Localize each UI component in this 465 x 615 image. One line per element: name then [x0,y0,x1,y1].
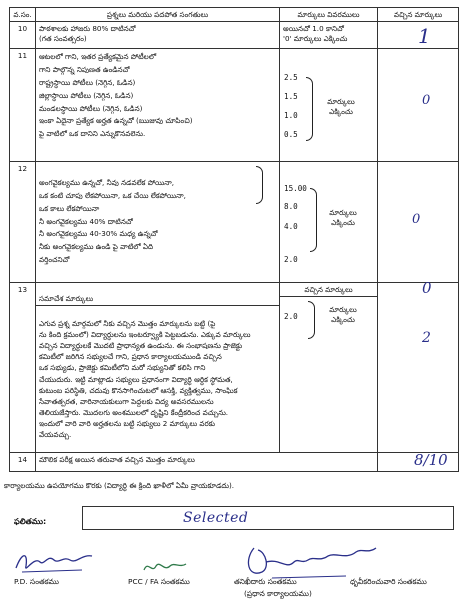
table-row [10,282,459,452]
pd-signature-label: P.D. సంతకము [14,577,59,586]
mark-value: 15.00 [284,184,307,194]
obtained-cell [378,278,459,452]
mark-value: 2.0 [284,255,298,265]
question-text: ఆటలలో గాని, ఇతర ప్రత్యేకమైన పోటీలలో గాని పాల్గొన్న నిపుణత ఉండినచో రాష్ట్రస్థాయి పోటీలు (నెగ్గిన, ఓడిన) జిల్లాస్థాయి పోటీలు (నెగ్గిన, ఓడిన) మండలస్థాయి పోటీలు (నెగ్గిన, ఓడిన) ఇంకా ఏదైనా ప్రత్యేక అర్హత ఉన్నచో (ఋజువు చూపించి) పై వాటిలో ఒక దానిని ఎన్నుకొనవలెను. [36,49,280,162]
form-sheet [9,7,458,472]
table-row [10,22,459,49]
handwritten-mark: 1 [418,24,431,49]
question-text: పాఠశాలకు హాజరు 80% దాటినచో (గత సంవత్సరం) [36,22,280,49]
table-row [10,452,459,471]
mark-value: 1.0 [284,111,298,121]
question-body: అంగవైకల్యము ఉన్నచో, నీవు నడవలేక పోయినా, ఒక కంటి చూపు లేకపోయినా, ఒక చేయి లేకపోయినా, ఒక కాలు లేకపోయినా నీ అంగవైకల్యము 40% దాటినచో నీ అంగవైకల్యము 40-30% మధ్య ఉన్నచో నీకు అంగవైకల్యము ఉండి పై వాటిలో ఏది వర్తించనిచో [39,178,186,265]
chairman-signature-label: ధృవీకరించువారి సంతకము [350,577,427,586]
obtained-cell [378,162,459,282]
question-text [36,282,280,452]
mark-value: 2.0 [284,311,298,321]
marks-details [280,162,378,282]
brace-icon [256,166,263,204]
brace-icon [310,188,317,252]
row-number: 14 [10,452,36,471]
office-use-note: కార్యాలయము ఉపయోగము కొరకు (విద్యార్థి ఈ క్రింది ఖాళీలో ఏమీ వ్రాయకూడదు). [4,481,235,490]
row-number: 11 [10,49,36,162]
pd-signature-scribble [12,546,102,578]
mark-value: 0.5 [284,130,298,140]
inspector-signature-label: తనిఖీదారు సంతకము [234,577,297,586]
header-serial: వ.సం. [10,8,36,22]
result-value: Selected [183,510,249,526]
handwritten-mark: 0 [412,212,421,228]
header-marks-obtained: వచ్చిన మార్కులు [378,8,459,22]
question-body: ఎగువ ప్రశ్న మార్గమలో నీకు వచ్చిన మొత్తం మార్కులను బట్టి (పై ను కింది క్రమంలో) విద్యార్థులను ఇంటర్వ్యూకి పెట్టబడును. ఎక్కువ మార్కులు వచ్చిన విద్యార్థులకే మొదటి ప్రాధాన్యత ఉండును. ఈ సంభాషణను ప్రాజెక్టు కమిటీలో జరిగిన సభ్యులచే గాని, ప్రధాన కార్యాలయముండి వచ్చిన ఒక సభ్యుడు, ప్రాజెక్టు కమిటీలోని మరో సభ్యునితో కలిసి గాని చేయుదురు. ఇట్టి మాట్లాడు సభ్యులు ప్రధానంగా విద్యార్థి ఆర్థిక స్థోమత, కుటుంబ పరిస్థితి, చదువు కొనసాగించుటలో ఆసక్తి, వ్యక్తిత్వము, సాంఘిక సేవాతత్పరత, వారినాయకులుగా పెద్దలకు విద్య అవసరములను తెలియజేస్తారు. మొదలగు అంశములలో దృష్టిని కేంద్రీకరించ వచ్చును. ఇందులో వారి వారి అర్హతలను బట్టి సభ్యులు 2 మార్కులు వరకు వేయవచ్చు. [39,318,251,440]
marks-subheader: వచ్చిన మార్కులు [280,283,377,297]
mark-value: 8.0 [284,202,298,212]
handwritten-mark: 2 [422,329,431,346]
marks-instruction: మార్కులు ఎక్కించు [329,304,357,324]
header-question: ప్రశ్నలు మరియు పదపోత సంగతులు [36,8,280,22]
result-box [82,506,454,530]
marks-instruction: మార్కులు ఎక్కించు [327,97,355,117]
mark-value: 2.5 [284,73,298,83]
obtained-cell [378,49,459,162]
obtained-cell [378,452,459,471]
obtained-cell [378,22,459,49]
header-marks-details: మార్కులు వివరములు [280,8,378,22]
table-header-row [10,8,459,22]
marks-details [280,282,378,452]
inspector-signature-sublabel: (ప్రధాన కార్యాలయము) [244,589,312,598]
question-text: మౌలిక పరీక్ష అయిన తరువాత వచ్చిన మొత్తం మార్కులు [36,452,378,471]
table-row [10,162,459,282]
pcc-signature-label: PCC / FA సంతకము [128,577,190,586]
handwritten-mark: 0 [422,93,431,109]
marks-instruction: మార్కులు ఎక్కించు [329,208,357,228]
row-number: 10 [10,22,36,49]
table-row [10,49,459,162]
marks-table [9,7,459,472]
row-number: 12 [10,162,36,282]
mark-value: 4.0 [284,222,298,232]
marks-details [280,49,378,162]
handwritten-mark: 8/10 [414,450,448,469]
question-title: సమాచేశ మార్కులు [36,292,279,306]
marks-details: అయినచో 1.0 కానిచో '0' మార్కులు ఎక్కించు [280,22,378,49]
handwritten-mark: 0 [422,278,432,297]
result-label: ఫలితము: [14,517,47,526]
mark-value: 1.5 [284,92,298,102]
brace-icon [308,301,315,339]
row-number: 13 [10,282,36,452]
question-text [36,162,280,282]
brace-icon [306,77,313,141]
